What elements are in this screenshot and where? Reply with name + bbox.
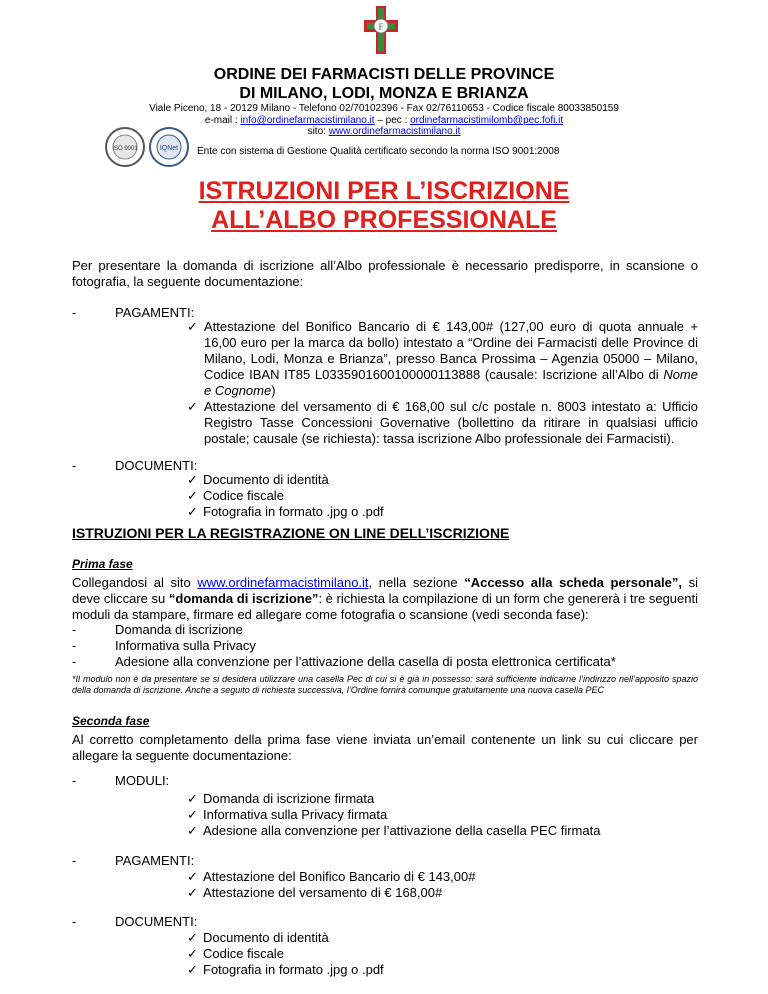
payment-text-1: Attestazione del Bonifico Bancario di € 143,00# (127,00 euro di quota annuale + 16,00 euro per la marca da bollo) intestato a “Ordine dei Farmacisti delle Province di Milano, Lodi, Monza e Brianza”, presso Banca Prossima – Agenzia 05000 – Milano, Codice IBAN IT85 L0335901600100000113888 (causale: Iscrizione all’Albo di Nome e Cognome) [204, 319, 698, 398]
check-icon: ✓ [187, 869, 198, 884]
iqnet-seal-icon [148, 126, 190, 168]
check-icon: ✓ [187, 472, 198, 487]
page-title [0, 177, 768, 235]
pagamenti-label-2: PAGAMENTI: [115, 853, 195, 868]
check-icon: ✓ [187, 823, 198, 838]
documenti-label-2: DOCUMENTI: [115, 914, 198, 929]
site-link[interactable]: www.ordinefarmacistimilano.it [328, 126, 461, 137]
doc-item: ✓ Fotografia in formato .jpg o .pdf [187, 504, 384, 519]
iso-note: Ente con sistema di Gestione Qualità certificato secondo la norma ISO 9001:2008 [197, 146, 560, 157]
check-icon: ✓ [187, 946, 198, 961]
payment-text-2: Attestazione del versamento di € 168,00 sul c/c postale n. 8003 intestato a: Ufficio Registro Tasse Concessioni Governative (bollettino da ritirare in qualsiasi ufficio postale; causale (se richiesta): tassa iscrizione Albo professionale dei Farmacisti). [204, 399, 698, 446]
pec-prefix: – pec : [374, 115, 411, 126]
check-icon: ✓ [187, 504, 198, 519]
phase1-section-name: “Accesso alla scheda personale”, [464, 575, 683, 590]
title-line1: ISTRUZIONI PER L’ISCRIZIONE [198, 177, 570, 205]
order-logo [364, 6, 398, 54]
moduli-item: ✓ Domanda di iscrizione firmata [187, 791, 375, 806]
phase2-text: Al corretto completamento della prima fase viene inviata un’email contenente un link su cui cliccare per allegare la seguente documentazione: [72, 732, 698, 763]
order-address: Viale Piceno, 18 - 20129 Milano - Telefono 02/70102396 - Fax 02/76110653 - Codice fiscale 80033850159 [149, 103, 619, 114]
email-prefix: e-mail : [204, 115, 241, 126]
doc-item-2: ✓ Codice fiscale [187, 946, 284, 961]
order-name-line1: ORDINE DEI FARMACISTI DELLE PROVINCE [213, 66, 555, 83]
moduli-item: ✓ Adesione alla convenzione per l’attivazione della casella PEC firmata [187, 823, 601, 838]
registration-heading: ISTRUZIONI PER LA REGISTRAZIONE ON LINE DELL’ISCRIZIONE [72, 525, 510, 541]
dash-documenti: - [72, 458, 77, 473]
pagamenti-item: ✓ Attestazione del versamento di € 168,00# [187, 885, 443, 900]
check-icon: ✓ [187, 807, 198, 822]
check-icon: ✓ [187, 399, 198, 414]
moduli-item: ✓ Informativa sulla Privacy firmata [187, 807, 388, 822]
payment-item-2 [187, 399, 698, 447]
phase1-item: - Informativa sulla Privacy [72, 638, 256, 653]
title-line2: ALL’ALBO PROFESSIONALE [211, 206, 557, 234]
order-name [0, 65, 768, 103]
check-icon: ✓ [187, 791, 198, 806]
check-icon: ✓ [187, 885, 198, 900]
phase1-text: Collegandosi al sito www.ordinefarmacistimilano.it, nella sezione “Accesso alla scheda personale”, si deve cliccare su “domanda di iscrizione”: è richiesta la compilazione di un form che genererà i tre seguenti moduli da stampare, firmare ed allegare come fotografia o scansione (vedi seconda fase): [72, 575, 698, 622]
pagamenti-item: ✓ Attestazione del Bonifico Bancario di € 143,00# [187, 869, 476, 884]
doc-item-2: ✓ Documento di identità [187, 930, 329, 945]
check-icon: ✓ [187, 488, 198, 503]
dash-documenti-2: - [72, 914, 77, 929]
documenti-label: DOCUMENTI: [115, 458, 198, 473]
payment-name-italic: Nome e Cognome [204, 367, 698, 398]
order-name-line2: DI MILANO, LODI, MONZA E BRIANZA [239, 85, 529, 102]
dash-moduli: - [72, 773, 77, 788]
doc-item: ✓ Documento di identità [187, 472, 329, 487]
iqnet-seal-text: IQNet [159, 145, 179, 152]
iso-seal-text: ISO 9001 [112, 146, 138, 152]
pagamenti-label: PAGAMENTI: [115, 305, 195, 320]
site-prefix: sito: [307, 126, 329, 137]
doc-item-2: ✓ Fotografia in formato .jpg o .pdf [187, 962, 384, 977]
dash-pagamenti-2: - [72, 853, 77, 868]
moduli-label: MODULI: [115, 773, 170, 788]
intro-text: Per presentare la domanda di iscrizione all’Albo professionale è necessario predisporre, in scansione o fotografia, la seguente documentazione: [72, 258, 698, 289]
pec-link[interactable]: ordinefarmacistimilomb@pec.fofi.it [410, 115, 564, 126]
phase2-title: Seconda fase [72, 714, 150, 728]
pec-footnote: *Il modulo non è da presentare se si desidera utilizzare una casella Pec di cui si è già in possesso: sarà sufficiente indicarne l’indirizzo nell’apposito spazio della domanda di iscrizione. Anche a seguito di richiesta successiva, l’Ordine fornirà comunque gratuitamente una nuova casella PEC [72, 674, 698, 695]
check-icon: ✓ [187, 962, 198, 977]
payment-item-1 [187, 319, 698, 399]
dash-pagamenti: - [72, 305, 77, 320]
iso-seal-icon [104, 126, 146, 168]
email-link[interactable]: info@ordinefarmacistimilano.it [240, 115, 375, 126]
check-icon: ✓ [187, 930, 198, 945]
phase1-action-name: “domanda di iscrizione” [168, 591, 319, 606]
doc-item: ✓ Codice fiscale [187, 488, 284, 503]
phase1-site-link[interactable]: www.ordinefarmacistimilano.it [197, 575, 369, 590]
check-icon: ✓ [187, 319, 198, 334]
phase1-item: - Domanda di iscrizione [72, 622, 243, 637]
phase1-item: - Adesione alla convenzione per l’attivazione della casella di posta elettronica certificata* [72, 654, 616, 669]
phase1-title: Prima fase [72, 557, 133, 571]
logo-letter: F [378, 22, 384, 32]
